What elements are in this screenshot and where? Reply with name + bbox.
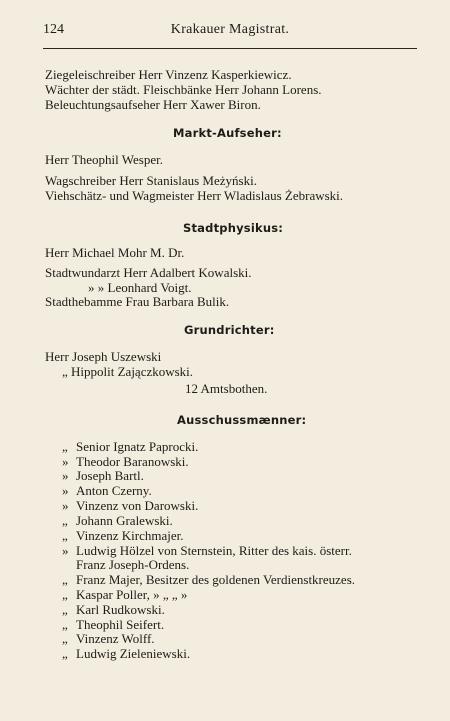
ditto-mark: „: [62, 572, 68, 587]
physikus-line: Stadthebamme Frau Barbara Bulik.: [45, 294, 230, 309]
ditto-mark: „: [62, 439, 68, 454]
ditto-mark: »: [62, 454, 69, 469]
intro-line: Wächter der städt. Fleischbänke Herr Johann Lorens.: [45, 82, 322, 97]
member-row: [62, 632, 155, 646]
physikus-line: Stadtwundarzt Herr Adalbert Kowalski.: [45, 265, 252, 280]
member-row: [62, 558, 189, 572]
ditto-mark: „: [62, 646, 68, 661]
member-name: Franz Joseph-Ordens.: [76, 557, 190, 572]
member-name: Vinzenz von Darowski.: [76, 498, 199, 513]
member-name: Johann Gralewski.: [76, 513, 173, 528]
ditto-mark: »: [62, 468, 69, 483]
member-name: Anton Czerny.: [76, 483, 152, 498]
ditto-mark: »: [62, 543, 69, 558]
page-header: [43, 22, 417, 40]
member-name: Ludwig Hölzel von Sternstein, Ritter des kais. österr.: [76, 543, 352, 558]
member-name: Joseph Bartl.: [76, 468, 144, 483]
member-name: Kaspar Poller, » „ „ »: [76, 587, 188, 602]
member-name: Karl Rudkowski.: [76, 602, 165, 617]
ditto-mark: „: [62, 587, 68, 602]
page-number: 124: [43, 22, 64, 37]
markt-line: Viehschätz- und Wagmeister Herr Wladislaus Żebrawski.: [45, 188, 344, 203]
header-rule: [43, 48, 417, 49]
member-row: [62, 514, 173, 528]
member-row: [62, 440, 198, 454]
intro-line: Ziegeleischreiber Herr Vinzenz Kasperkiewicz.: [45, 67, 292, 82]
member-row: [62, 618, 164, 632]
markt-line: Herr Theophil Wesper.: [45, 152, 163, 167]
member-row: [62, 529, 184, 543]
member-row: [62, 499, 198, 513]
member-name: Theodor Baranowski.: [76, 454, 189, 469]
running-title: Krakauer Magistrat.: [170, 22, 290, 37]
grund-line: „ Hippolit Zajączkowski.: [62, 364, 194, 379]
member-name: Theophil Seifert.: [76, 617, 165, 632]
member-row: [62, 588, 187, 602]
member-row: [62, 647, 190, 661]
member-row: [62, 544, 352, 558]
ditto-mark: „: [62, 528, 68, 543]
markt-line: Wagschreiber Herr Stanislaus Meżyński.: [45, 173, 257, 188]
section-heading-grund: Grundrichter:: [184, 323, 275, 337]
member-row: [62, 484, 152, 498]
ditto-mark: „: [62, 602, 68, 617]
member-row: [62, 455, 189, 469]
member-name: Senior Ignatz Paprocki.: [76, 439, 199, 454]
member-name: Ludwig Zieleniewski.: [76, 646, 191, 661]
member-row: [62, 603, 165, 617]
ditto-mark: „: [62, 513, 68, 528]
grund-line: Herr Joseph Uszewski: [45, 349, 162, 364]
member-name: Vinzenz Kirchmajer.: [76, 528, 184, 543]
physikus-line: Herr Michael Mohr M. Dr.: [45, 245, 185, 260]
member-name: Vinzenz Wolff.: [76, 631, 155, 646]
section-heading-ausschuss: Ausschussmænner:: [177, 413, 307, 427]
ditto-mark: »: [62, 483, 69, 498]
physikus-line: » » Leonhard Voigt.: [88, 280, 192, 295]
grund-line: 12 Amtsbothen.: [185, 381, 268, 396]
member-row: [62, 469, 144, 483]
member-row: [62, 573, 355, 587]
ditto-mark: „: [62, 631, 68, 646]
intro-line: Beleuchtungsaufseher Herr Xawer Biron.: [45, 97, 261, 112]
section-heading-physikus: Stadtphysikus:: [183, 221, 284, 235]
member-name: Franz Majer, Besitzer des goldenen Verdienstkreuzes.: [76, 572, 356, 587]
ditto-mark: »: [62, 498, 69, 513]
ditto-mark: „: [62, 617, 68, 632]
section-heading-markt: Markt-Aufseher:: [173, 126, 282, 140]
